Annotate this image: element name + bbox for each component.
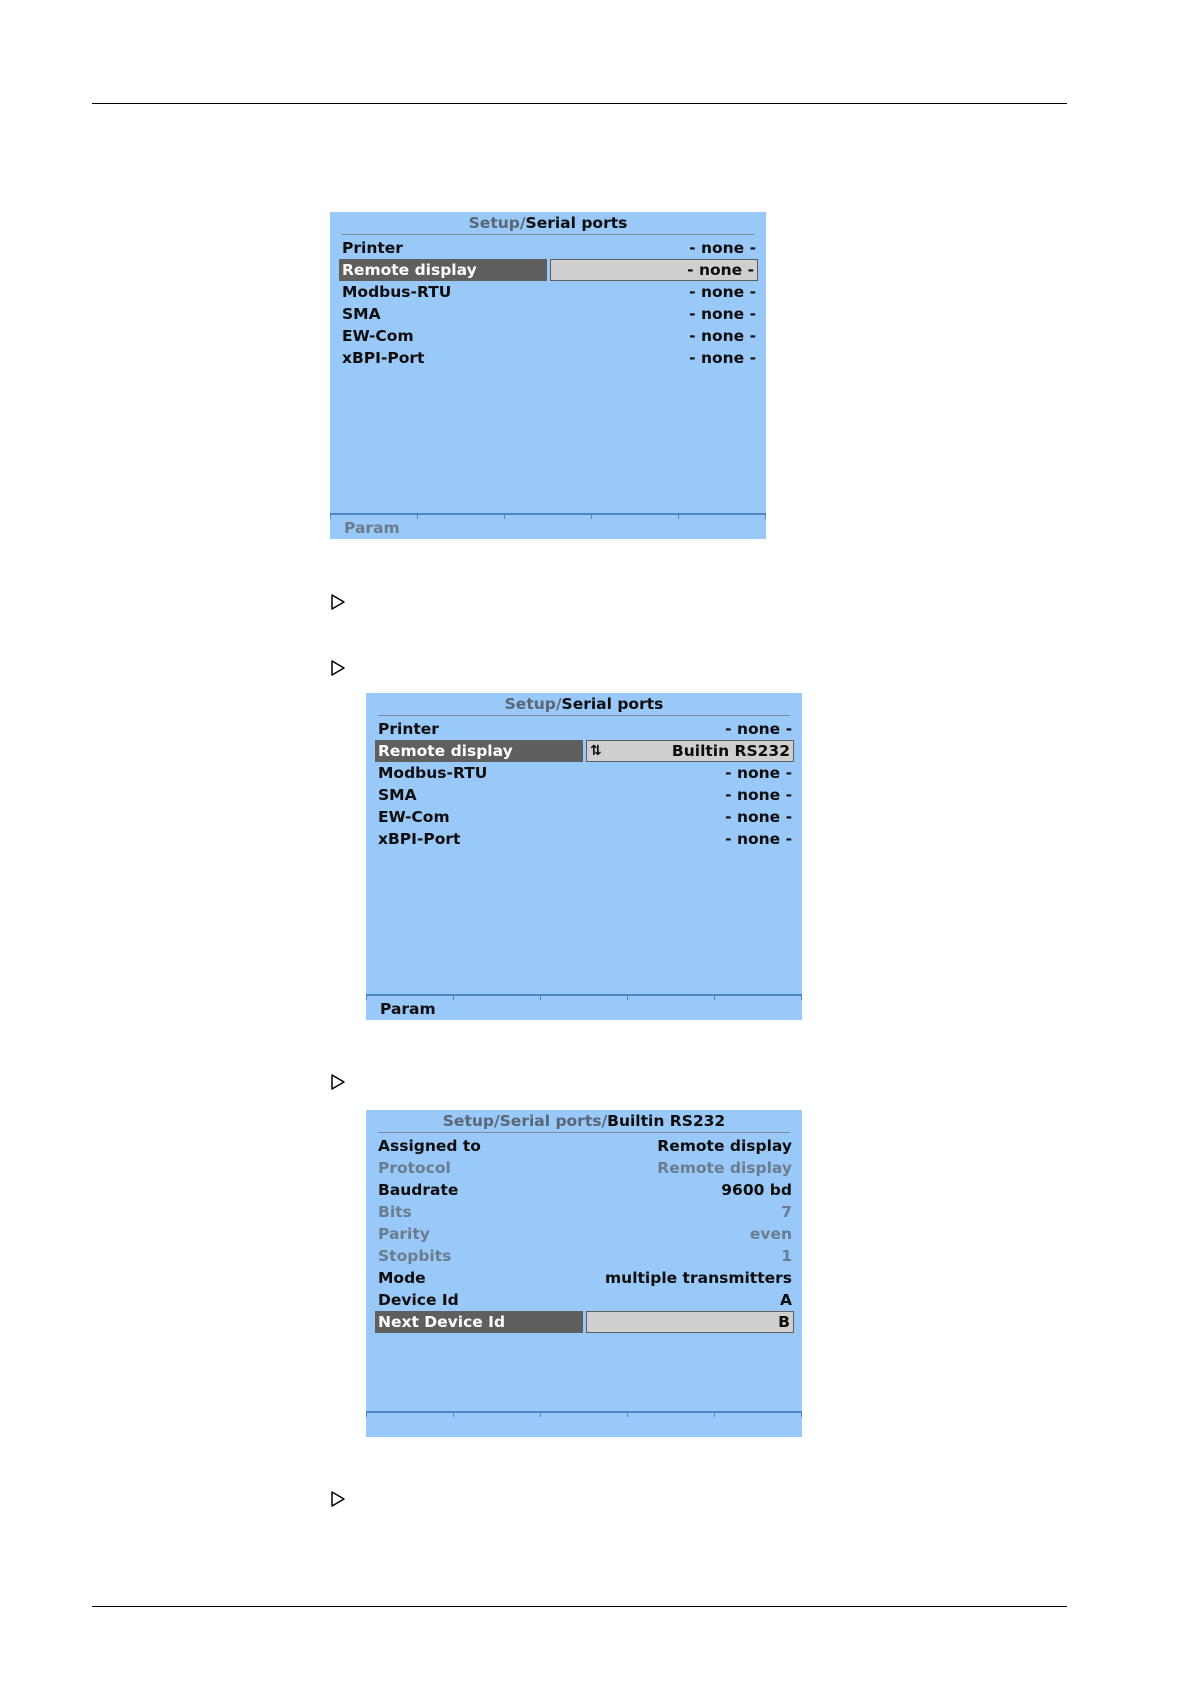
value-field[interactable] — [586, 1311, 794, 1333]
menu-row-remote-display[interactable]: Remote display ⇅ Builtin RS232 — [378, 740, 794, 762]
menu-row-xbpi-port[interactable]: xBPI-Port - none - — [342, 349, 756, 367]
screen-title: Setup/Serial ports — [504, 695, 664, 713]
param-row-bits: Bits 7 — [378, 1203, 792, 1221]
swap-arrows-icon: ⇅ — [590, 743, 602, 759]
title-divider — [378, 1132, 790, 1133]
param-row-assigned-to[interactable]: Assigned to Remote display — [378, 1137, 792, 1155]
softkey-param[interactable]: Param — [344, 519, 400, 537]
screen-title: Setup/Serial ports — [468, 214, 628, 232]
softkey-param[interactable]: Param — [380, 1000, 436, 1018]
step-arrow-icon — [330, 659, 346, 677]
footer-rule — [92, 1606, 1067, 1607]
param-row-mode[interactable]: Mode multiple transmitters — [378, 1269, 792, 1287]
param-row-parity: Parity even — [378, 1225, 792, 1243]
menu-row-ew-com[interactable]: EW-Com - none - — [378, 808, 792, 826]
param-row-next-device-id[interactable]: Next Device Id B — [378, 1311, 794, 1333]
menu-row-modbus-rtu[interactable]: Modbus-RTU - none - — [342, 283, 756, 301]
builtin-rs232-screen — [366, 1110, 802, 1437]
softkey-bar — [330, 513, 766, 539]
title-divider — [378, 715, 790, 716]
param-row-device-id[interactable]: Device Id A — [378, 1291, 792, 1309]
serial-ports-screen-assigned — [366, 693, 802, 1020]
step-arrow-icon — [330, 1073, 346, 1091]
param-row-baudrate[interactable]: Baudrate 9600 bd — [378, 1181, 792, 1199]
softkey-bar — [366, 994, 802, 1020]
menu-row-printer[interactable]: Printer - none - — [342, 239, 756, 257]
menu-row-modbus-rtu[interactable]: Modbus-RTU - none - — [378, 764, 792, 782]
param-row-protocol: Protocol Remote display — [378, 1159, 792, 1177]
step-arrow-icon — [330, 593, 346, 611]
title-divider — [342, 234, 754, 235]
menu-row-printer[interactable]: Printer - none - — [378, 720, 792, 738]
menu-row-ew-com[interactable]: EW-Com - none - — [342, 327, 756, 345]
screen-title: Setup/Serial ports/Builtin RS232 — [442, 1112, 726, 1130]
softkey-bar — [366, 1411, 802, 1437]
header-rule — [92, 103, 1067, 104]
menu-row-sma[interactable]: SMA - none - — [378, 786, 792, 804]
menu-row-sma[interactable]: SMA - none - — [342, 305, 756, 323]
menu-row-xbpi-port[interactable]: xBPI-Port - none - — [378, 830, 792, 848]
menu-row-remote-display[interactable]: Remote display - none - — [342, 259, 758, 281]
serial-ports-screen — [330, 212, 766, 539]
step-arrow-icon — [330, 1490, 346, 1508]
param-row-stopbits: Stopbits 1 — [378, 1247, 792, 1265]
